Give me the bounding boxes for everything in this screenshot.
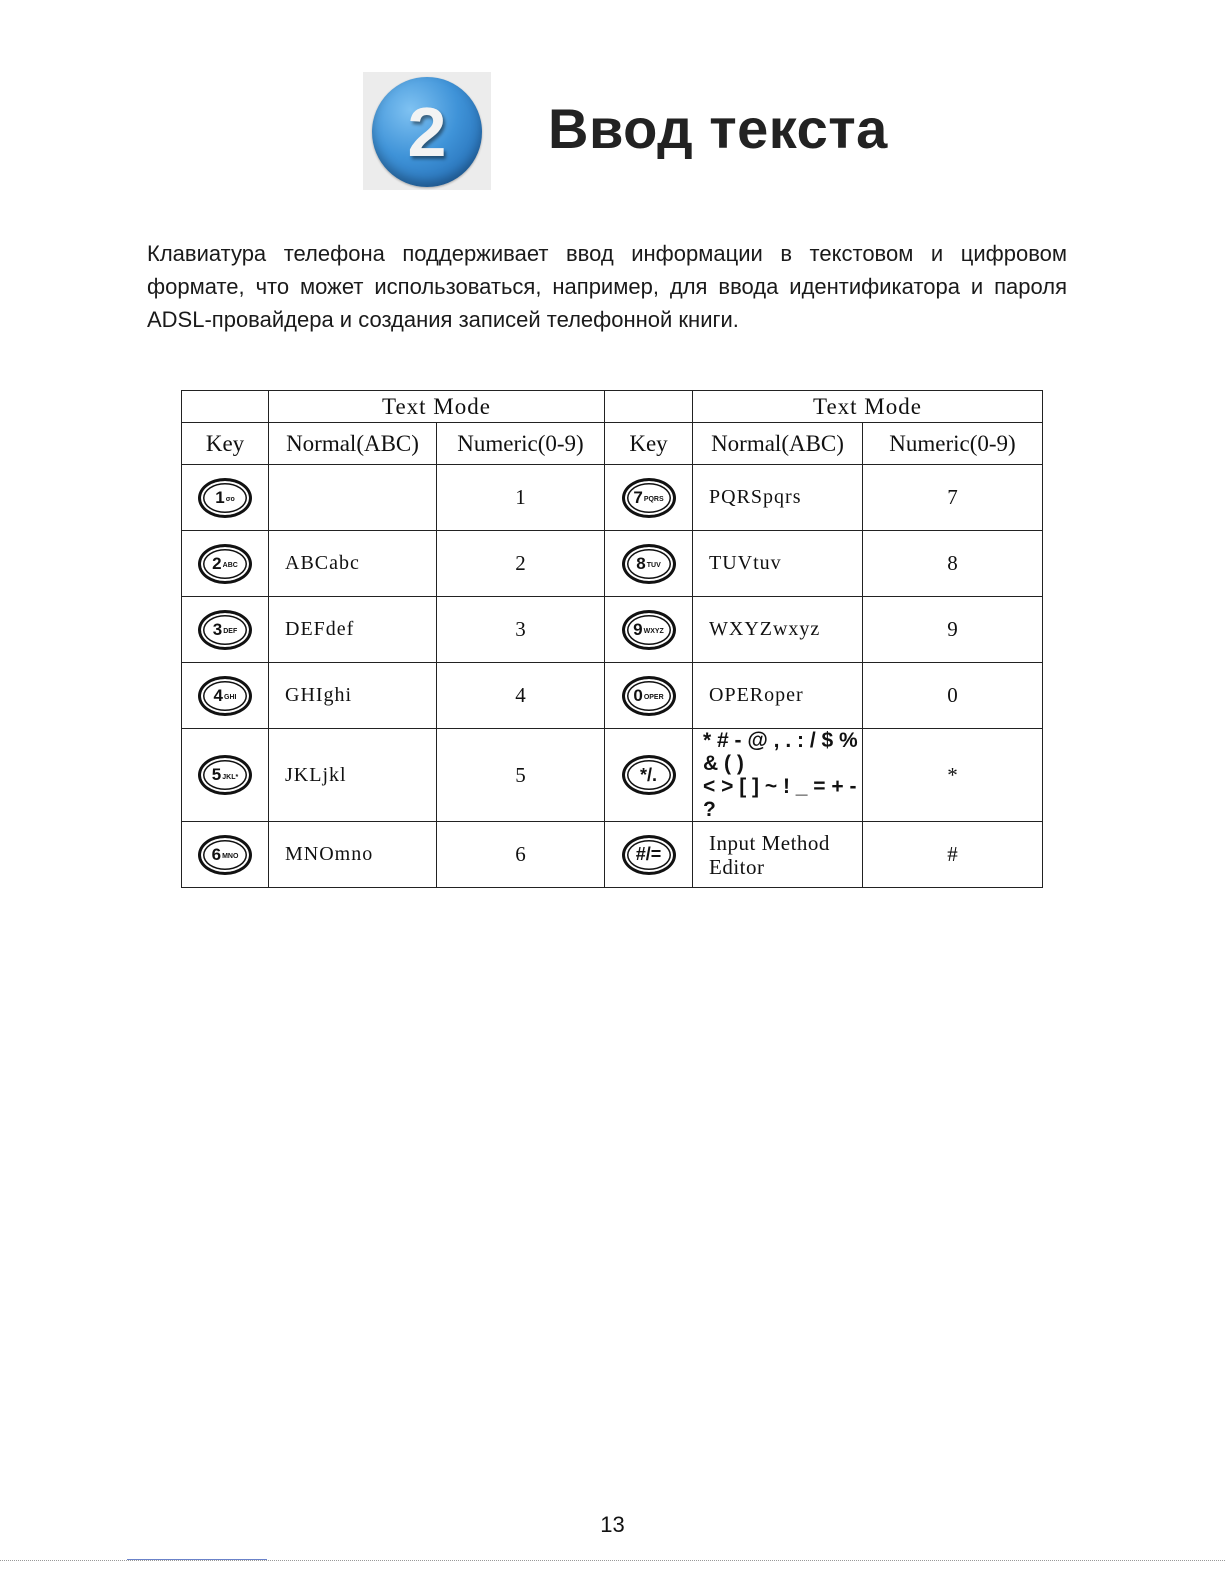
normal-cell: DEFdef — [269, 597, 437, 663]
table-row — [182, 729, 1043, 822]
key-star-icon: */. — [622, 755, 676, 795]
table-row — [182, 531, 1043, 597]
numeric-cell: * — [863, 729, 1043, 822]
table-row — [182, 822, 1043, 888]
footer-divider — [0, 1560, 1225, 1561]
key-5-icon: 5 JKL* — [198, 755, 252, 795]
key-mapping-table — [181, 390, 1043, 888]
key-cell — [182, 597, 269, 663]
page-header — [0, 70, 1225, 195]
col-header-key: Key — [182, 423, 269, 465]
table-column-header-row — [182, 423, 1043, 465]
symbols-line-1: * # - @ , . : / $ % & ( ) — [703, 729, 858, 775]
key-3-icon: 3 DEF — [198, 610, 252, 650]
numeric-cell: 8 — [863, 531, 1043, 597]
col-header-numeric: Numeric(0-9) — [437, 423, 605, 465]
symbols-line-2: < > [ ] ~ ! _ = + - ? — [703, 775, 857, 821]
key-cell — [605, 663, 693, 729]
normal-cell: WXYZwxyz — [693, 597, 863, 663]
normal-cell — [269, 465, 437, 531]
intro-paragraph: Клавиатура телефона поддерживает ввод информации в текстовом и цифровом формате, что может использоваться, например, для ввода идентификатора и пароля ADSL-провайдера и создания записей телефонной книги. — [147, 241, 1067, 332]
col-header-numeric: Numeric(0-9) — [863, 423, 1043, 465]
ime-line-1: Input Method — [709, 830, 830, 855]
col-header-normal: Normal(ABC) — [693, 423, 863, 465]
ime-line-2: Editor — [709, 854, 765, 879]
normal-cell: GHIghi — [269, 663, 437, 729]
step-number-circle — [372, 77, 482, 187]
normal-cell: MNOmno — [269, 822, 437, 888]
text-mode-header-right: Text Mode — [693, 391, 1043, 423]
key-hash-icon: #/= — [622, 835, 676, 875]
key-cell — [182, 729, 269, 822]
key-cell — [182, 465, 269, 531]
key-cell — [182, 822, 269, 888]
normal-cell: PQRSpqrs — [693, 465, 863, 531]
key-9-icon: 9 WXYZ — [622, 610, 676, 650]
key-4-icon: 4 GHI — [198, 676, 252, 716]
key-cell — [605, 465, 693, 531]
step-number: 2 — [407, 93, 447, 171]
table-row — [182, 465, 1043, 531]
normal-cell: OPERoper — [693, 663, 863, 729]
key-cell — [182, 663, 269, 729]
footer-accent-line — [127, 1559, 267, 1560]
key-cell — [605, 597, 693, 663]
table-group-header-row — [182, 391, 1043, 423]
numeric-cell: 7 — [863, 465, 1043, 531]
key-0-icon: 0 OPER — [622, 676, 676, 716]
key-cell — [182, 531, 269, 597]
col-header-key: Key — [605, 423, 693, 465]
numeric-cell: # — [863, 822, 1043, 888]
key-8-icon: 8 TUV — [622, 544, 676, 584]
numeric-cell: 3 — [437, 597, 605, 663]
key-cell — [605, 531, 693, 597]
empty-header-cell — [605, 391, 693, 423]
key-cell — [605, 729, 693, 822]
key-cell — [605, 822, 693, 888]
numeric-cell: 9 — [863, 597, 1043, 663]
page-title: Ввод текста — [548, 97, 888, 160]
text-mode-header-left: Text Mode — [269, 391, 605, 423]
key-1-icon: 1 σο — [198, 478, 252, 518]
table-row — [182, 597, 1043, 663]
key-7-icon: 7 PQRS — [622, 478, 676, 518]
normal-cell: TUVtuv — [693, 531, 863, 597]
numeric-cell: 1 — [437, 465, 605, 531]
step-badge — [363, 72, 491, 190]
table-row — [182, 663, 1043, 729]
col-header-normal: Normal(ABC) — [269, 423, 437, 465]
page-number: 13 — [600, 1512, 625, 1537]
normal-cell: ABCabc — [269, 531, 437, 597]
numeric-cell: 2 — [437, 531, 605, 597]
numeric-cell: 6 — [437, 822, 605, 888]
symbols-cell — [693, 729, 863, 822]
numeric-cell: 4 — [437, 663, 605, 729]
numeric-cell: 0 — [863, 663, 1043, 729]
key-6-icon: 6 MNO — [198, 835, 252, 875]
normal-cell: JKLjkl — [269, 729, 437, 822]
key-2-icon: 2 ABC — [198, 544, 252, 584]
empty-header-cell — [182, 391, 269, 423]
numeric-cell: 5 — [437, 729, 605, 822]
ime-cell — [693, 822, 863, 888]
